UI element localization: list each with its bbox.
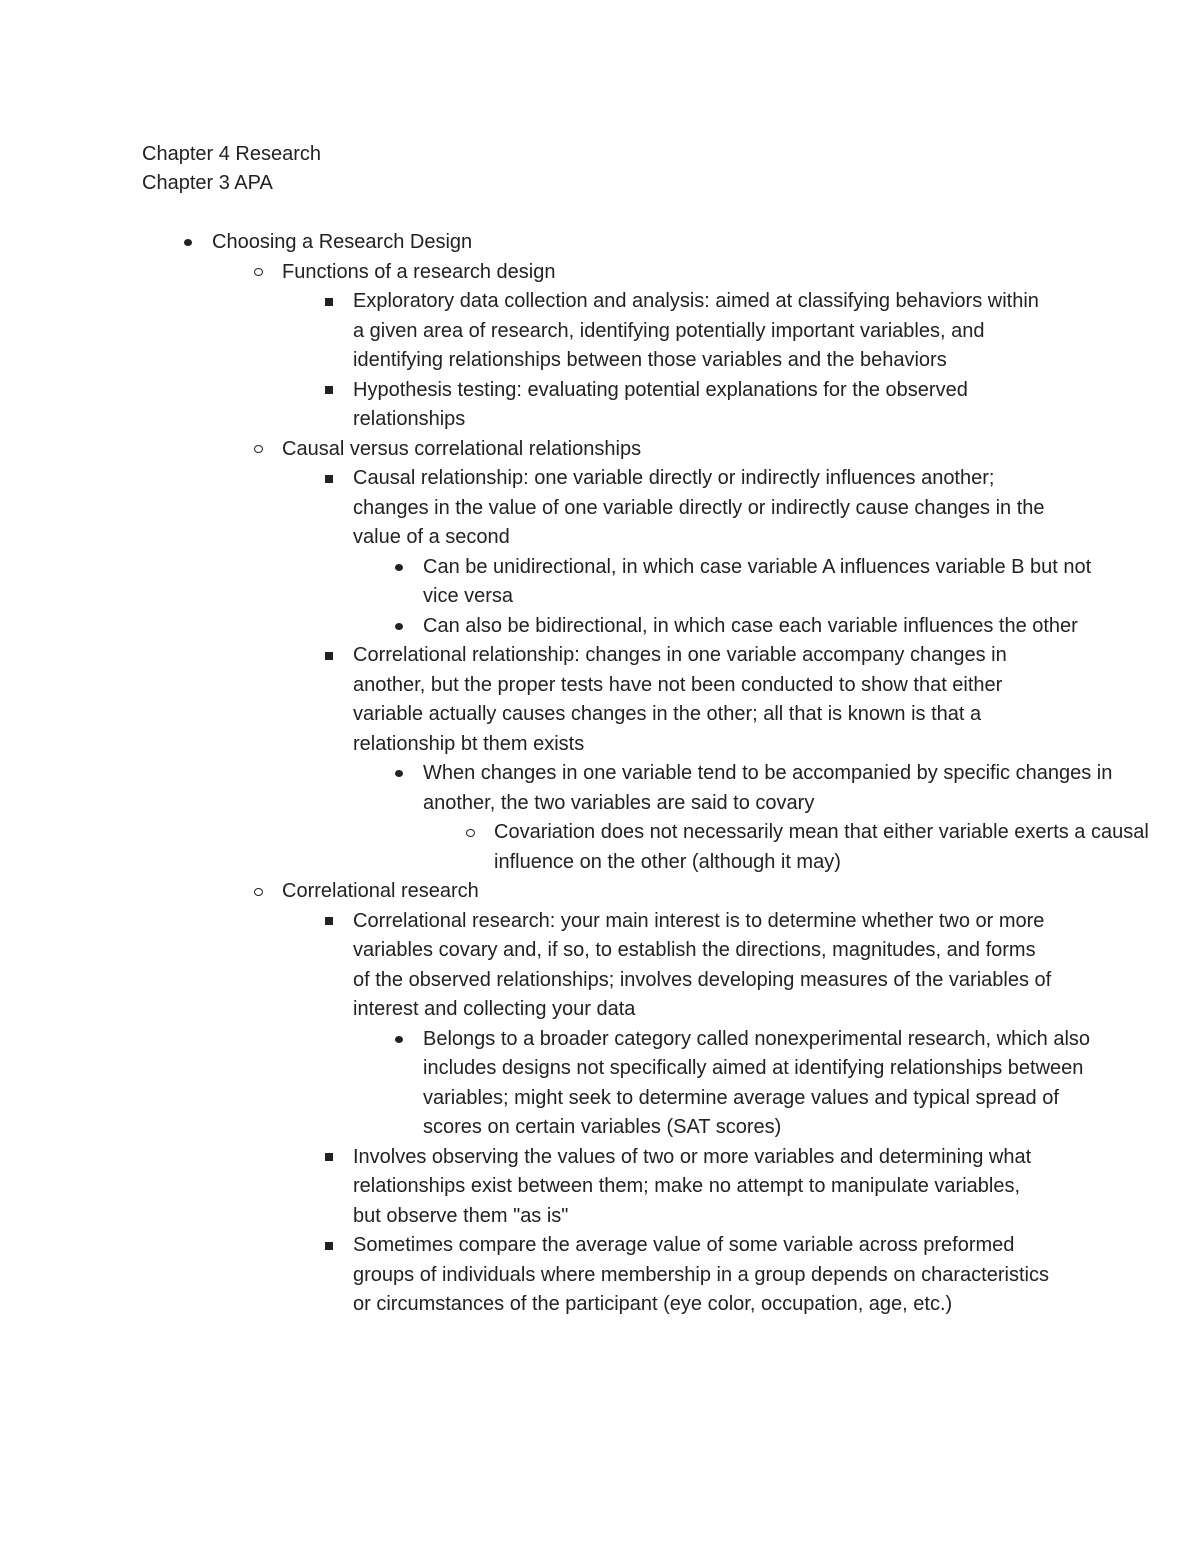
list-item-choosing-design: Choosing a Research Design bbox=[212, 228, 912, 258]
list-item-covariation: Covariation does not necessarily mean that either variable exerts a causal influence on the other (although it may) bbox=[494, 818, 1194, 877]
square-bullet-icon bbox=[319, 376, 339, 406]
circle-bullet-icon bbox=[248, 258, 268, 288]
list-item-bidirectional: Can also be bidirectional, in which case each variable influences the other bbox=[423, 612, 1123, 642]
disc-bullet-icon bbox=[389, 553, 409, 583]
heading-chapter-3: Chapter 3 APA bbox=[142, 172, 273, 194]
disc-bullet-icon bbox=[178, 228, 198, 258]
bulleted-outline bbox=[0, 228, 1200, 1320]
disc-bullet-icon bbox=[389, 759, 409, 789]
list-item-hypothesis: Hypothesis testing: evaluating potential explanations for the observed relationships bbox=[353, 376, 1053, 435]
list-item-correlational-research-definition: Correlational research: your main interest is to determine whether two or more variables covary and, if so, to establish the directions, magnitudes, and forms of the observed relationships; involves developing measures of the variables of interest and collecting your data bbox=[353, 907, 1053, 1025]
circle-bullet-icon bbox=[248, 877, 268, 907]
list-item-covary: When changes in one variable tend to be accompanied by specific changes in another, the two variables are said to covary bbox=[423, 759, 1123, 818]
disc-bullet-icon bbox=[389, 612, 409, 642]
list-item-unidirectional: Can be unidirectional, in which case variable A influences variable B but not vice versa bbox=[423, 553, 1123, 612]
list-item-correlational-relationship: Correlational relationship: changes in one variable accompany changes in another, but the proper tests have not been conducted to show that either variable actually causes changes in the other; all that is known is that a relationship bt them exists bbox=[353, 641, 1053, 759]
square-bullet-icon bbox=[319, 1231, 339, 1261]
disc-bullet-icon bbox=[389, 1025, 409, 1055]
list-item-causal-vs-correlational: Causal versus correlational relationships bbox=[282, 435, 982, 465]
list-item-functions: Functions of a research design bbox=[282, 258, 982, 288]
circle-bullet-icon bbox=[248, 435, 268, 465]
square-bullet-icon bbox=[319, 464, 339, 494]
list-item-exploratory: Exploratory data collection and analysis: aimed at classifying behaviors within a given area of research, identifying potentially important variables, and identifying relationships between those variables and the behaviors bbox=[353, 287, 1053, 376]
list-item-observing: Involves observing the values of two or more variables and determining what relationships exist between them; make no attempt to manipulate variables, but observe them "as is" bbox=[353, 1143, 1053, 1232]
list-item-compare-groups: Sometimes compare the average value of some variable across preformed groups of individuals where membership in a group depends on characteristics or circumstances of the participant (eye color, occupation, age, etc.) bbox=[353, 1231, 1053, 1320]
list-item-causal-relationship: Causal relationship: one variable directly or indirectly influences another; changes in the value of one variable directly or indirectly cause changes in the value of a second bbox=[353, 464, 1053, 553]
heading-chapter-4: Chapter 4 Research bbox=[142, 143, 321, 165]
circle-bullet-icon bbox=[460, 818, 480, 848]
square-bullet-icon bbox=[319, 641, 339, 671]
list-item-nonexperimental: Belongs to a broader category called nonexperimental research, which also includes designs not specifically aimed at identifying relationships between variables; might seek to determine average values and typical spread of scores on certain variables (SAT scores) bbox=[423, 1025, 1123, 1143]
square-bullet-icon bbox=[319, 907, 339, 937]
square-bullet-icon bbox=[319, 1143, 339, 1173]
list-item-correlational-research: Correlational research bbox=[282, 877, 982, 907]
square-bullet-icon bbox=[319, 287, 339, 317]
